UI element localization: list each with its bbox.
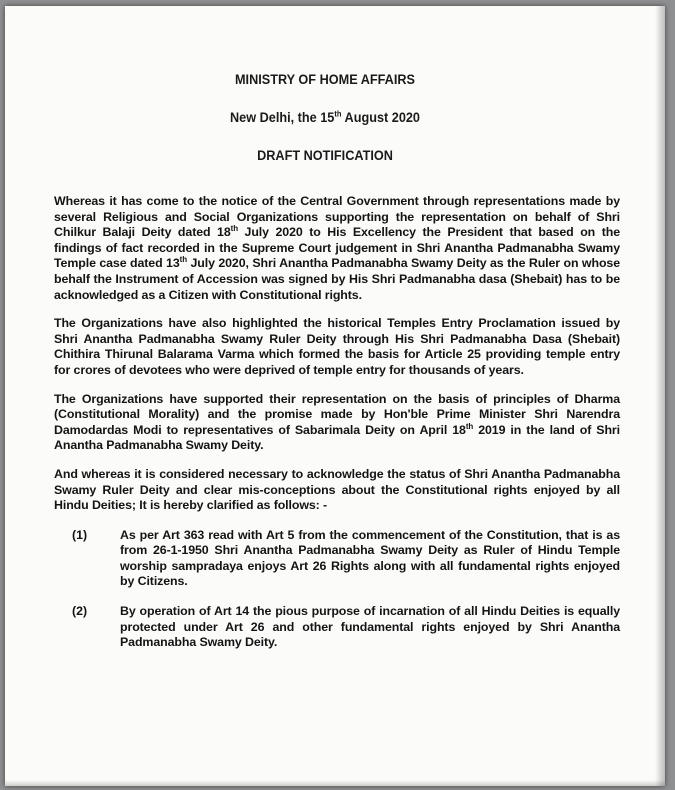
date-superscript: th [334, 109, 342, 119]
clause-text: By operation of Art 14 the pious purpose of incarnation of all Hindu Deities is equally protected under Art 26 and other fundamental rights enjoyed by Shri Anantha Padmanabha Swamy Deity. [120, 604, 620, 650]
clause-item [72, 528, 620, 590]
clause-text: As per Art 363 read with Art 5 from the commencement of the Constitution, that is as from 26-1-1950 Shri Anantha Padmanabha Swamy Deity as Ruler of Hindu Temple worship sampradaya enjoys Art 26 Rights along with all fundamental rights enjoyed by Citizens. [120, 527, 620, 589]
paragraph-text: The Organizations have supported their representation on the basis of principles of Dharma (Constitutional Morality) and the promise made by Hon'ble Prime Minister Shri Narendra Damodardas Modi to representatives of Sabarimala Deity on April 18 [54, 391, 620, 437]
paragraph-text: July 2020, Shri Anantha Padmanabha Swamy Deity as the Ruler on whose behalf the Instrument of Accession was signed by His Shri Padmanabha dasa (Shebait) has to be acknowledged as a Citizen with Constitutional rights. [54, 256, 620, 302]
paragraph-clarification: And whereas it is considered necessary to acknowledge the status of Shri Anantha Padmanabha Swamy Ruler Deity and clear mis-conceptions about the Constitutional rights enjoyed by all Hindu Deities; It is hereby clarified as follows: - [54, 466, 620, 513]
ministry-title: MINISTRY OF HOME AFFAIRS [234, 72, 416, 87]
document-header [24, 69, 626, 183]
page-bottom-shadow [5, 780, 665, 786]
date-prefix: New Delhi, the 15 [229, 110, 335, 125]
paragraph-representation [54, 392, 620, 454]
document-body [54, 194, 620, 664]
paragraph-text: July 2020 to His Excellency the President that based on the findings of fact recorded in the Supreme Court judgement in Shri Anantha Padmanabha Swamy Temple case dated 13 [54, 225, 620, 271]
clause-number: (2) [72, 604, 88, 619]
paragraph-whereas [54, 194, 620, 303]
ordinal-superscript: th [230, 224, 238, 234]
date-suffix: August 2020 [341, 110, 420, 125]
ordinal-superscript: th [179, 255, 187, 265]
notification-date [24, 107, 626, 145]
document-page [5, 6, 665, 786]
paragraph-temple-entry: The Organizations have also highlighted the historical Temples Entry Proclamation issued by Shri Anantha Padmanabha Swamy Ruler Deity through His Shri Padmanabha Dasa (Shebait) Chithira Thirunal Balarama Varma which formed the basis for Article 25 providing temple entry for crores of devotees who were deprived of temple entry for thousands of years. [54, 316, 620, 377]
page-edge-shadow [655, 6, 665, 786]
paragraph-text: 2019 in the land of Shri Anantha Padmanabha Swamy Deity. [54, 422, 620, 453]
notification-type: DRAFT NOTIFICATION [257, 148, 393, 163]
ordinal-superscript: th [465, 421, 474, 431]
clause-number: (1) [72, 527, 88, 542]
clause-item [72, 604, 620, 651]
paragraph-text: Whereas it has come to the notice of the Central Government through representations made by several Religious and Social Organizations supporting the representation on behalf of Shri Chilkur Balaji Deity dated 18 [54, 194, 620, 240]
